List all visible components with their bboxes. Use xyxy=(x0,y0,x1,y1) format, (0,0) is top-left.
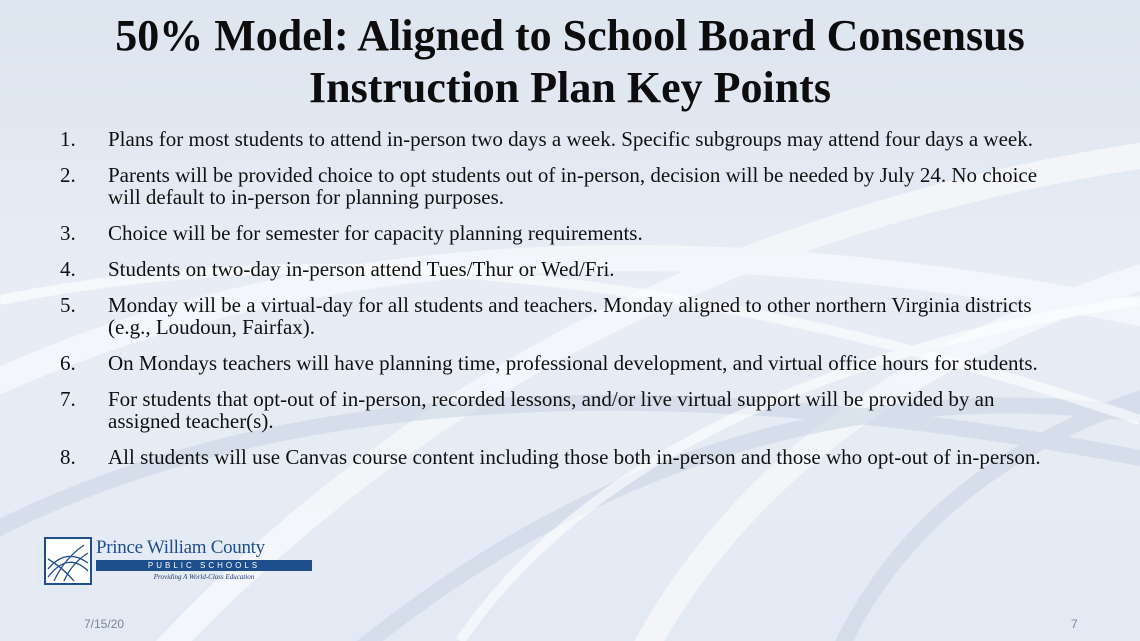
slide-title xyxy=(0,10,1140,114)
key-point-text: All students will use Canvas course content including those both in-person and those who opt-out of in-person. xyxy=(108,445,1041,469)
key-point-text: Students on two-day in-person attend Tues/Thur or Wed/Fri. xyxy=(108,257,615,281)
key-point xyxy=(52,222,1062,244)
key-point-number: 8. xyxy=(60,445,76,469)
key-point-number: 6. xyxy=(60,351,76,375)
key-point xyxy=(52,128,1062,150)
slide-title-line-2: Instruction Plan Key Points xyxy=(309,63,831,112)
page-number: 7 xyxy=(1071,617,1078,631)
key-point-number: 5. xyxy=(60,293,76,317)
key-point xyxy=(52,352,1062,374)
key-point-number: 3. xyxy=(60,221,76,245)
key-point xyxy=(52,294,1062,338)
key-point xyxy=(52,446,1062,468)
key-point xyxy=(52,388,1062,432)
footer-date: 7/15/20 xyxy=(84,617,125,631)
key-point-text: For students that opt-out of in-person, recorded lessons, and/or live virtual support will be provided by an assigned teacher(s). xyxy=(108,387,995,433)
key-point-number: 4. xyxy=(60,257,76,281)
key-point-text: Choice will be for semester for capacity planning requirements. xyxy=(108,221,643,245)
key-point-text: Plans for most students to attend in-person two days a week. Specific subgroups may attend four days a week. xyxy=(108,127,1033,151)
key-point-text: On Mondays teachers will have planning time, professional development, and virtual office hours for students. xyxy=(108,351,1038,375)
logo-band: PUBLIC SCHOOLS xyxy=(96,560,312,571)
logo-tagline: Providing A World-Class Education xyxy=(153,573,255,581)
key-point-text: Monday will be a virtual-day for all students and teachers. Monday aligned to other northern Virginia districts (e.g., Loudoun, Fairfax). xyxy=(108,293,1032,339)
key-points-list xyxy=(52,128,1062,482)
key-point-number: 1. xyxy=(60,127,76,151)
key-point-number: 2. xyxy=(60,163,76,187)
key-point-text: Parents will be provided choice to opt students out of in-person, decision will be needed by July 24. No choice will default to in-person for planning purposes. xyxy=(108,163,1038,209)
key-point-number: 7. xyxy=(60,387,76,411)
key-point xyxy=(52,258,1062,280)
key-point xyxy=(52,164,1062,208)
school-logo xyxy=(44,537,272,587)
logo-name: Prince William County xyxy=(96,537,265,558)
slide-title-line-1: 50% Model: Aligned to School Board Consensus xyxy=(115,11,1025,60)
globe-emblem-icon xyxy=(44,537,92,585)
